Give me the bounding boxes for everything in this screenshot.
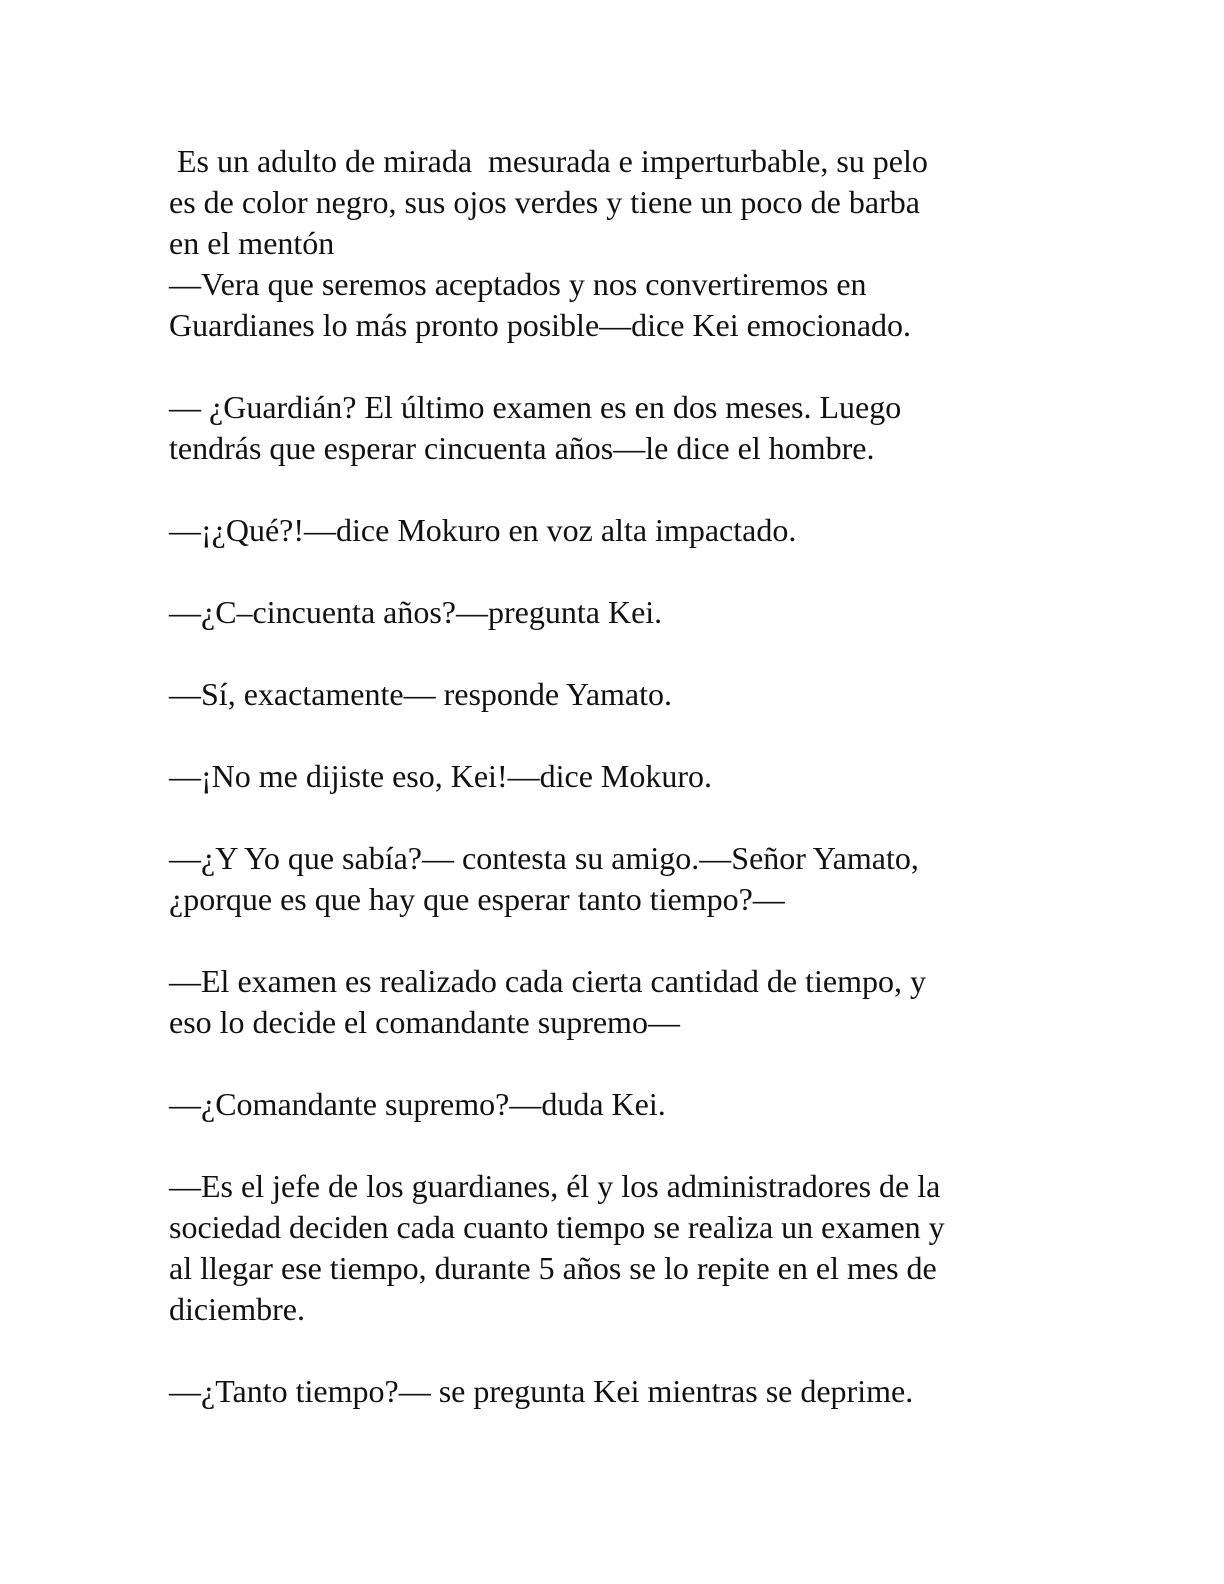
text-line: Guardianes lo más pronto posible—dice Kei emocionado. bbox=[169, 307, 912, 343]
paragraph-5 bbox=[169, 592, 1049, 633]
text-line: en el mentón bbox=[169, 225, 335, 261]
text-line: —¿Comandante supremo?—duda Kei. bbox=[169, 1086, 666, 1122]
paragraph-11 bbox=[169, 1166, 1049, 1330]
text-line: —El examen es realizado cada cierta cantidad de tiempo, y bbox=[169, 963, 926, 999]
paragraph-9 bbox=[169, 961, 1049, 1043]
text-line: es de color negro, sus ojos verdes y tiene un poco de barba bbox=[169, 184, 920, 220]
paragraph-4 bbox=[169, 510, 1049, 551]
text-line: sociedad deciden cada cuanto tiempo se realiza un examen y bbox=[169, 1209, 945, 1245]
paragraph-10 bbox=[169, 1084, 1049, 1125]
text-line: Es un adulto de mirada mesurada e imperturbable, su pelo bbox=[169, 143, 928, 179]
document-body bbox=[169, 141, 1049, 1412]
paragraph-12 bbox=[169, 1371, 1049, 1412]
paragraph-2 bbox=[169, 264, 1049, 346]
text-line: al llegar ese tiempo, durante 5 años se lo repite en el mes de bbox=[169, 1250, 937, 1286]
paragraph-3 bbox=[169, 387, 1049, 469]
text-line: diciembre. bbox=[169, 1291, 305, 1327]
text-line: —¡¿Qué?!—dice Mokuro en voz alta impactado. bbox=[169, 512, 797, 548]
text-line: —¿Tanto tiempo?— se pregunta Kei mientras se deprime. bbox=[169, 1373, 914, 1409]
paragraph-8 bbox=[169, 838, 1049, 920]
text-line: —Vera que seremos aceptados y nos convertiremos en bbox=[169, 266, 867, 302]
text-line: —¡No me dijiste eso, Kei!—dice Mokuro. bbox=[169, 758, 712, 794]
text-line: —¿C–cincuenta años?—pregunta Kei. bbox=[169, 594, 663, 630]
paragraph-6 bbox=[169, 674, 1049, 715]
text-line: tendrás que esperar cincuenta años—le dice el hombre. bbox=[169, 430, 875, 466]
paragraph-7 bbox=[169, 756, 1049, 797]
text-line: —Es el jefe de los guardianes, él y los administradores de la bbox=[169, 1168, 941, 1204]
text-line: — ¿Guardián? El último examen es en dos meses. Luego bbox=[169, 389, 902, 425]
text-line: —¿Y Yo que sabía?— contesta su amigo.—Señor Yamato, bbox=[169, 840, 919, 876]
paragraph-1 bbox=[169, 141, 1049, 264]
text-line: ¿porque es que hay que esperar tanto tiempo?— bbox=[169, 881, 785, 917]
text-line: —Sí, exactamente— responde Yamato. bbox=[169, 676, 672, 712]
text-line: eso lo decide el comandante supremo— bbox=[169, 1004, 680, 1040]
